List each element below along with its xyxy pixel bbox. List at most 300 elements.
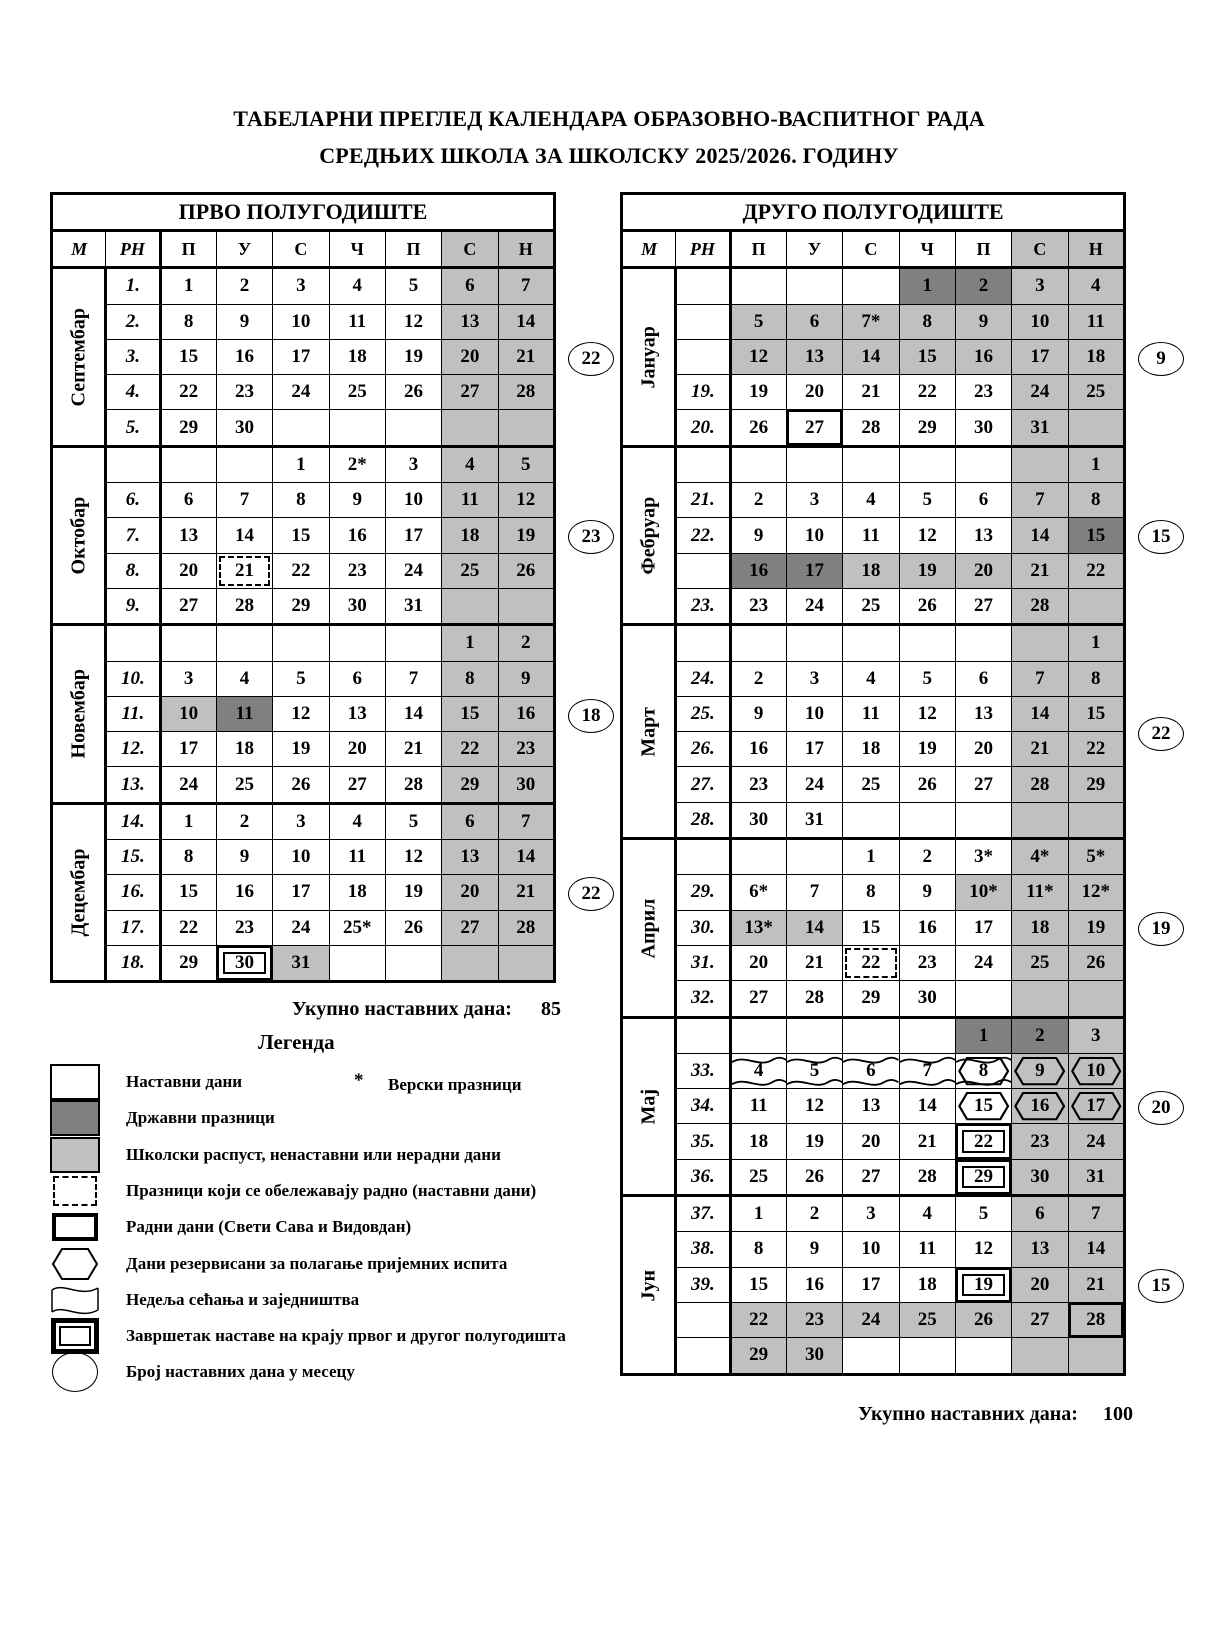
day-number: 16: [1030, 1095, 1050, 1117]
day-number: 12: [749, 346, 769, 368]
day-cell: [955, 767, 1011, 802]
day-cell: [1068, 625, 1124, 661]
day-cell: [955, 483, 1011, 518]
day-cell: [1068, 483, 1124, 518]
weekday-header-row: [52, 231, 555, 268]
day-number: 28: [516, 381, 536, 403]
day-number: 6: [978, 667, 989, 689]
day-cell: [498, 339, 554, 374]
day-cell: [273, 910, 329, 945]
day-number: 31: [805, 808, 825, 830]
day-cell: [273, 732, 329, 767]
day-number: 14: [404, 703, 424, 724]
day-number: 3: [296, 810, 306, 832]
day-cell: [786, 1196, 842, 1232]
day-number: 12: [516, 489, 536, 511]
month-day-count-circle: 22: [1138, 717, 1184, 751]
day-cell: [955, 945, 1011, 980]
day-cell: [385, 588, 441, 624]
day-cell: [160, 304, 216, 339]
week-row: [52, 518, 555, 553]
day-number: 28: [1030, 595, 1050, 617]
week-row: [622, 1124, 1125, 1159]
day-number: 19: [974, 1273, 994, 1295]
day-number: 23: [805, 1309, 825, 1331]
day-number: 21: [805, 952, 825, 974]
day-number: 1: [866, 846, 876, 868]
day-cell: [498, 945, 554, 981]
week-row: [622, 910, 1125, 945]
month-label: Фебруар: [622, 446, 676, 624]
day-number: 30: [805, 1344, 825, 1366]
week-number: 14.: [106, 803, 160, 839]
week-number: 11.: [106, 696, 160, 731]
day-number: 23: [235, 381, 255, 403]
day-cell: [442, 339, 498, 374]
day-number: 11: [861, 703, 880, 724]
day-cell: [385, 875, 441, 910]
semester-title: ПРВО ПОЛУГОДИШТЕ: [52, 194, 555, 231]
week-number: 38.: [676, 1232, 730, 1267]
week-number: [106, 446, 160, 482]
day-cell: [1068, 875, 1124, 910]
day-cell: [843, 1089, 899, 1124]
day-cell: [273, 375, 329, 410]
day-number: 2: [978, 275, 989, 297]
week-number: 35.: [676, 1124, 730, 1159]
week-number: 26.: [676, 732, 730, 767]
day-number: 7*: [861, 310, 881, 332]
day-cell: [730, 661, 786, 696]
day-number: 17: [974, 916, 994, 938]
day-number: 13: [1030, 1238, 1050, 1260]
day-cell: [955, 553, 1011, 588]
day-cell: [899, 802, 955, 838]
day-number: 22: [179, 916, 199, 938]
day-cell: [955, 375, 1011, 410]
day-number: 18: [1086, 346, 1106, 368]
week-row: [622, 588, 1125, 624]
day-number: 6: [465, 275, 475, 297]
semester-title-row: [52, 194, 555, 231]
day-number: 24: [179, 773, 199, 795]
day-number: 6: [465, 810, 475, 832]
day-number: 2*: [347, 453, 367, 475]
day-cell: [216, 696, 272, 731]
day-cell: [329, 304, 385, 339]
day-number: 28: [516, 916, 536, 938]
day-cell: [1012, 446, 1068, 482]
day-number: 22: [1086, 559, 1106, 581]
month-label: Март: [622, 625, 676, 839]
day-number: 4: [1091, 275, 1101, 297]
day-cell: [1012, 304, 1068, 339]
light-gray-square-icon: [50, 1137, 100, 1173]
day-number: 6: [1035, 1203, 1045, 1225]
day-number: 12: [404, 846, 424, 868]
day-number: 19: [805, 1130, 825, 1152]
column-header: У: [786, 231, 842, 268]
day-cell: [786, 910, 842, 945]
week-number: [676, 553, 730, 588]
day-number: 11*: [1026, 881, 1054, 903]
day-cell: [385, 268, 441, 304]
week-row: [52, 268, 555, 304]
day-cell: [730, 981, 786, 1017]
day-cell: [498, 767, 554, 803]
column-header: С: [1012, 231, 1068, 268]
day-number: 12*: [1081, 881, 1111, 903]
week-number: [676, 625, 730, 661]
month-label: Септембар: [52, 268, 106, 446]
day-cell: [216, 945, 272, 981]
week-row: [622, 1302, 1125, 1337]
day-number: 20: [460, 881, 480, 903]
day-number: 29: [179, 416, 199, 438]
day-cell: [730, 696, 786, 731]
day-cell: [730, 446, 786, 482]
week-row: [622, 483, 1125, 518]
day-cell: [273, 304, 329, 339]
day-number: 12: [917, 703, 937, 724]
day-cell: [786, 553, 842, 588]
week-row: [622, 410, 1125, 446]
day-number: 31: [1030, 416, 1050, 438]
week-number: 39.: [676, 1267, 730, 1302]
day-cell: [273, 518, 329, 553]
first-semester-total: [292, 998, 561, 1021]
month-day-count-circle: 18: [568, 699, 614, 733]
day-cell: [1068, 553, 1124, 588]
day-cell: [955, 802, 1011, 838]
week-number: 9.: [106, 588, 160, 624]
day-number: 22: [291, 559, 311, 581]
day-number: 23: [974, 381, 994, 403]
day-cell: [498, 588, 554, 624]
day-number: 21: [861, 381, 881, 403]
day-number: 28: [861, 416, 881, 438]
day-cell: [216, 661, 272, 696]
day-number: 28: [1030, 773, 1050, 795]
day-cell: [899, 1053, 955, 1088]
day-number: 29: [460, 773, 480, 795]
day-cell: [160, 588, 216, 624]
weekday-header-row: [622, 231, 1125, 268]
day-cell: [160, 661, 216, 696]
day-cell: [329, 732, 385, 767]
day-number: 27: [805, 416, 825, 438]
day-number: 6: [866, 1059, 876, 1081]
week-number: 19.: [676, 375, 730, 410]
day-number: 17: [1086, 1095, 1106, 1117]
day-number: 4: [352, 810, 362, 832]
total-label: Укупно наставних дана:: [292, 998, 512, 1020]
day-cell: [899, 268, 955, 304]
day-number: 3: [866, 1203, 876, 1225]
day-number: 25: [861, 595, 881, 617]
day-number: 26: [805, 1165, 825, 1187]
week-row: [622, 1232, 1125, 1267]
day-cell: [1012, 1053, 1068, 1088]
day-cell: [216, 446, 272, 482]
day-cell: [498, 304, 554, 339]
day-number: 8: [922, 310, 932, 332]
month-label: Новембар: [52, 625, 106, 803]
day-cell: [1068, 1053, 1124, 1088]
day-number: 17: [291, 346, 311, 368]
day-cell: [160, 732, 216, 767]
day-number: 29: [861, 987, 881, 1009]
day-cell: [329, 767, 385, 803]
day-number: 10: [291, 846, 311, 868]
day-cell: [329, 696, 385, 731]
week-number: 22.: [676, 518, 730, 553]
day-cell: [442, 446, 498, 482]
week-row: [52, 625, 555, 661]
semester-title-row: [622, 194, 1125, 231]
day-number: 1: [1091, 453, 1101, 475]
document-title-line-2: СРЕДЊИХ ШКОЛА ЗА ШКОЛСКУ 2025/2026. ГОДИНУ: [319, 143, 899, 168]
day-cell: [385, 410, 441, 446]
day-cell: [1068, 839, 1124, 875]
day-number: 9: [978, 310, 989, 332]
day-number: 13: [974, 524, 994, 546]
legend-item: [50, 1064, 610, 1100]
day-number: 15: [460, 703, 480, 724]
day-number: 24: [1030, 381, 1050, 403]
day-number: 1: [183, 810, 194, 832]
day-cell: [1012, 625, 1068, 661]
day-number: 11: [348, 310, 367, 332]
day-number: 25: [917, 1309, 937, 1331]
day-number: 5: [922, 489, 932, 511]
week-row: [622, 518, 1125, 553]
week-row: [52, 910, 555, 945]
day-cell: [216, 483, 272, 518]
day-number: 19: [917, 559, 937, 581]
day-number: 16: [917, 916, 937, 938]
day-number: 23: [917, 952, 937, 974]
day-cell: [955, 1089, 1011, 1124]
legend-item: [50, 1318, 610, 1354]
week-number: 1.: [106, 268, 160, 304]
week-row: [52, 588, 555, 624]
day-cell: [730, 375, 786, 410]
week-number: 18.: [106, 945, 160, 981]
day-number: 3: [1091, 1024, 1101, 1046]
day-number: 18: [1030, 916, 1050, 938]
day-number: 21: [516, 881, 536, 903]
day-cell: [442, 588, 498, 624]
week-row: [52, 840, 555, 875]
day-cell: [329, 945, 385, 981]
day-cell: [730, 839, 786, 875]
week-row: [622, 268, 1125, 304]
day-number: 7: [809, 881, 820, 903]
day-number: 12: [404, 310, 424, 332]
week-row: [52, 339, 555, 374]
first-semester-table: [50, 192, 556, 983]
day-number: 31: [291, 952, 311, 974]
day-cell: [955, 661, 1011, 696]
day-number: 29: [1086, 773, 1106, 795]
day-cell: [1012, 1267, 1068, 1302]
day-cell: [160, 875, 216, 910]
column-header: С: [273, 231, 329, 268]
day-cell: [786, 483, 842, 518]
day-cell: [843, 1196, 899, 1232]
day-cell: [1012, 839, 1068, 875]
day-cell: [273, 840, 329, 875]
day-number: 16: [805, 1273, 825, 1295]
day-cell: [899, 1089, 955, 1124]
day-cell: [329, 661, 385, 696]
week-row: [52, 410, 555, 446]
day-cell: [786, 1124, 842, 1159]
week-row: [622, 1053, 1125, 1088]
day-number: 13: [974, 703, 994, 724]
column-header: С: [442, 231, 498, 268]
day-number: 5: [753, 310, 764, 332]
day-cell: [843, 446, 899, 482]
day-cell: [160, 446, 216, 482]
week-row: [622, 375, 1125, 410]
day-number: 23: [749, 595, 769, 617]
day-cell: [498, 696, 554, 731]
day-cell: [1068, 945, 1124, 980]
day-number: 28: [805, 987, 825, 1009]
day-number: 19: [291, 738, 311, 760]
day-cell: [1068, 410, 1124, 446]
day-cell: [273, 803, 329, 839]
week-number: 30.: [676, 910, 730, 945]
day-cell: [899, 875, 955, 910]
week-number: 32.: [676, 981, 730, 1017]
day-number: 10: [1030, 310, 1050, 332]
day-cell: [1068, 1196, 1124, 1232]
day-cell: [273, 553, 329, 588]
week-number: 36.: [676, 1159, 730, 1195]
day-cell: [498, 518, 554, 553]
day-cell: [160, 840, 216, 875]
day-number: 20: [974, 738, 994, 760]
week-number: 12.: [106, 732, 160, 767]
day-cell: [730, 588, 786, 624]
day-number: 24: [1086, 1130, 1106, 1152]
week-row: [622, 802, 1125, 838]
day-cell: [843, 839, 899, 875]
week-number: 13.: [106, 767, 160, 803]
day-number: 13: [805, 346, 825, 368]
day-cell: [442, 910, 498, 945]
month-day-count-circle: 15: [1138, 1269, 1184, 1303]
day-cell: [843, 1159, 899, 1195]
day-number: 25: [460, 559, 480, 581]
day-cell: [899, 304, 955, 339]
day-number: 9: [239, 310, 250, 332]
day-cell: [442, 553, 498, 588]
month-day-count-circle: 19: [1138, 912, 1184, 946]
day-cell: [329, 588, 385, 624]
day-number: 12: [917, 524, 937, 546]
month-label: Октобар: [52, 446, 106, 624]
day-cell: [216, 840, 272, 875]
day-cell: [385, 732, 441, 767]
day-cell: [730, 1196, 786, 1232]
total-label: Укупно наставних дана:: [858, 1403, 1078, 1425]
day-cell: [498, 375, 554, 410]
day-number: 30: [917, 987, 937, 1009]
day-cell: [843, 910, 899, 945]
day-number: 12: [291, 703, 311, 724]
day-cell: [955, 1196, 1011, 1232]
day-number: 6: [978, 489, 989, 511]
day-cell: [786, 375, 842, 410]
day-cell: [786, 339, 842, 374]
day-cell: [899, 1159, 955, 1195]
day-cell: [899, 625, 955, 661]
day-cell: [1068, 588, 1124, 624]
day-number: 26: [917, 595, 937, 617]
day-number: 11: [348, 846, 367, 868]
week-row: [52, 661, 555, 696]
day-number: 11: [918, 1238, 937, 1260]
day-number: 11: [861, 524, 880, 546]
day-number: 10*: [969, 881, 998, 903]
day-number: 22: [749, 1309, 769, 1331]
day-number: 23: [516, 738, 536, 760]
day-cell: [1068, 304, 1124, 339]
day-cell: [730, 625, 786, 661]
day-cell: [899, 839, 955, 875]
day-cell: [843, 268, 899, 304]
day-cell: [385, 375, 441, 410]
day-cell: [955, 981, 1011, 1017]
day-number: 15: [861, 916, 881, 938]
day-number: 16: [235, 881, 255, 903]
day-cell: [385, 696, 441, 731]
day-number: 30: [347, 595, 367, 617]
day-cell: [786, 696, 842, 731]
day-cell: [843, 304, 899, 339]
day-cell: [955, 304, 1011, 339]
week-row: [622, 625, 1125, 661]
day-cell: [498, 410, 554, 446]
week-number: 37.: [676, 1196, 730, 1232]
day-cell: [498, 446, 554, 482]
day-cell: [498, 625, 554, 661]
day-cell: [1068, 1302, 1124, 1337]
day-cell: [216, 803, 272, 839]
month-day-count-circle: 22: [568, 877, 614, 911]
day-cell: [955, 1017, 1011, 1053]
day-number: 26: [1086, 952, 1106, 974]
legend-item: [50, 1209, 610, 1245]
column-header: М: [622, 231, 676, 268]
day-cell: [955, 875, 1011, 910]
day-cell: [329, 375, 385, 410]
month-day-count-circle: 23: [568, 520, 614, 554]
week-row: [622, 732, 1125, 767]
day-number: 7: [1035, 667, 1045, 689]
day-number: 20: [460, 346, 480, 368]
day-cell: [786, 446, 842, 482]
day-number: 1: [1091, 632, 1101, 654]
day-number: 18: [460, 524, 480, 546]
day-cell: [955, 696, 1011, 731]
day-number: 24: [805, 773, 825, 795]
day-number: 31: [1086, 1165, 1106, 1187]
